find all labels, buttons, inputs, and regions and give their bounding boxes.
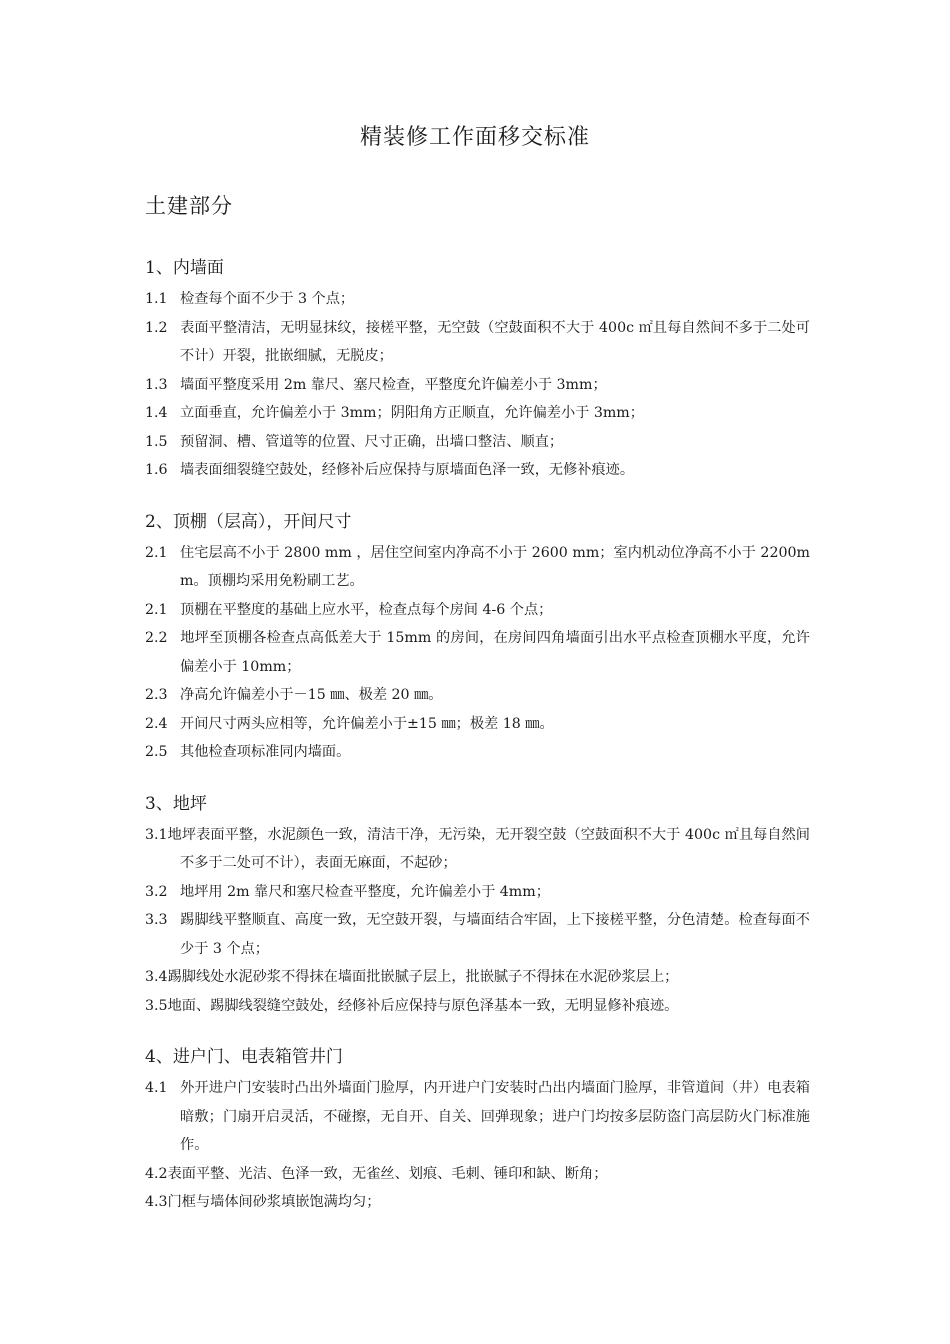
item-text: 住宅层高不小于 2800 mm ，居住空间室内净高不小于 2600 mm；室内机动位净高不小于 2200mm。顶棚均采用免粉刷工艺。 <box>180 544 810 589</box>
section-inner-wall <box>145 253 810 485</box>
item-text: 立面垂直，允许偏差小于 3mm；阴阳角方正顺直，允许偏差小于 3mm； <box>180 405 644 421</box>
part-title: 土建部分 <box>145 194 233 218</box>
item-number: 1.2 <box>145 319 168 336</box>
item-number: 1.4 <box>145 405 168 421</box>
item-text: 外开进户门安装时凸出外墙面门脸厚，内开进户门安装时凸出内墙面门脸厚，非管道间（井）电表箱暗敷；门扇开启灵活，不碰擦，无自开、自关、回弹现象；进户门均按多层防盗门高层防火门标准施作。 <box>180 1080 810 1153</box>
section-floor <box>145 789 810 1021</box>
item-number: 4.3 <box>145 1194 168 1210</box>
item-text: 表面平整清洁，无明显抹纹，接槎平整，无空鼓（空鼓面积不大于 400c ㎡且每自然间不多于二处可不计）开裂，批嵌细腻，无脱皮； <box>180 319 810 364</box>
item-number: 2.3 <box>145 687 168 703</box>
item-text: 墙表面细裂缝空鼓处，经修补后应保持与原墙面色泽一致，无修补痕迹。 <box>180 462 635 478</box>
item-number: 1.5 <box>145 433 168 450</box>
item-number: 2.1 <box>145 544 168 561</box>
item-text: 踢脚线处水泥砂浆不得抹在墙面批嵌腻子层上，批嵌腻子不得抹在水泥砂浆层上； <box>167 969 679 985</box>
item-text: 地坪表面平整，水泥颜色一致，清洁干净，无污染，无开裂空鼓（空鼓面积不大于 400c ㎡且每自然间不多于二处可不计），表面无麻面，不起砂； <box>167 826 810 871</box>
item-text: 踢脚线平整顺直、高度一致，无空鼓开裂，与墙面结合牢固，上下接槎平整，分色清楚。检查每面不少于 3 个点； <box>180 912 810 957</box>
list-item <box>145 821 810 878</box>
section-title: 1、内墙面 <box>145 258 224 278</box>
item-number: 3.4 <box>145 969 168 985</box>
section-title: 4、进户门、电表箱管井门 <box>145 1047 343 1067</box>
item-text: 墙面平整度采用 2m 靠尺、塞尺检查，平整度允许偏差小于 3mm； <box>180 376 607 393</box>
item-number: 3.2 <box>145 883 168 900</box>
item-number: 4.2 <box>145 1165 168 1182</box>
item-text: 开间尺寸两头应相等，允许偏差小于±15 ㎜；极差 18 ㎜。 <box>180 715 554 732</box>
list-item <box>145 399 810 428</box>
list-item <box>145 1160 810 1189</box>
item-number: 3.5 <box>145 997 168 1014</box>
list-item <box>145 992 810 1021</box>
item-text: 地面、踢脚线裂缝空鼓处，经修补后应保持与原色泽基本一致，无明显修补痕迹。 <box>167 997 679 1014</box>
section-title: 3、地坪 <box>145 793 207 814</box>
item-text: 表面平整、光洁、色泽一致，无雀丝、划痕、毛刺、锤印和缺、断角； <box>167 1165 608 1182</box>
item-number: 2.5 <box>145 744 168 760</box>
item-number: 2.2 <box>145 630 168 646</box>
list-item <box>145 371 810 400</box>
list-item <box>145 906 810 963</box>
list-item <box>145 681 810 710</box>
list-item <box>145 596 810 625</box>
section-title: 2、顶棚（层高），开间尺寸 <box>145 511 352 532</box>
list-item <box>145 738 810 767</box>
item-number: 1.6 <box>145 462 168 478</box>
document-body <box>145 253 810 1239</box>
list-item <box>145 428 810 457</box>
item-text: 门框与墙体间砂浆填嵌饱满均匀； <box>167 1194 381 1210</box>
item-text: 检查每个面不少于 3 个点； <box>180 291 355 307</box>
section-entry-door <box>145 1042 810 1217</box>
list-item <box>145 878 810 907</box>
list-item <box>145 539 810 596</box>
item-text: 地坪用 2m 靠尺和塞尺检查平整度，允许偏差小于 4mm； <box>180 883 550 900</box>
item-text: 预留洞、槽、管道等的位置、尺寸正确，出墙口整洁、顺直； <box>180 433 564 450</box>
list-item <box>145 710 810 739</box>
item-number: 1.1 <box>145 291 168 307</box>
list-item <box>145 624 810 681</box>
list-item <box>145 456 810 485</box>
item-number: 4.1 <box>145 1080 168 1096</box>
list-item <box>145 963 810 992</box>
item-number: 3.3 <box>145 912 168 928</box>
list-item <box>145 1188 810 1217</box>
item-text: 顶棚在平整度的基础上应水平，检查点每个房间 4-6 个点； <box>180 601 553 618</box>
list-item <box>145 314 810 371</box>
section-ceiling <box>145 507 810 767</box>
document-title: 精装修工作面移交标准 <box>359 125 590 150</box>
item-number: 1.3 <box>145 376 168 393</box>
item-text: 地坪至顶棚各检查点高低差大于 15mm 的房间，在房间四角墙面引出水平点检查顶棚水平度，允许偏差小于 10mm； <box>180 630 810 675</box>
item-number: 2.1 <box>145 601 168 618</box>
item-text: 净高允许偏差小于－15 ㎜、极差 20 ㎜。 <box>180 687 443 703</box>
list-item <box>145 1074 810 1160</box>
item-number: 3.1 <box>145 826 168 843</box>
item-text: 其他检查项标准同内墙面。 <box>180 744 351 760</box>
item-number: 2.4 <box>145 715 168 732</box>
list-item <box>145 285 810 314</box>
